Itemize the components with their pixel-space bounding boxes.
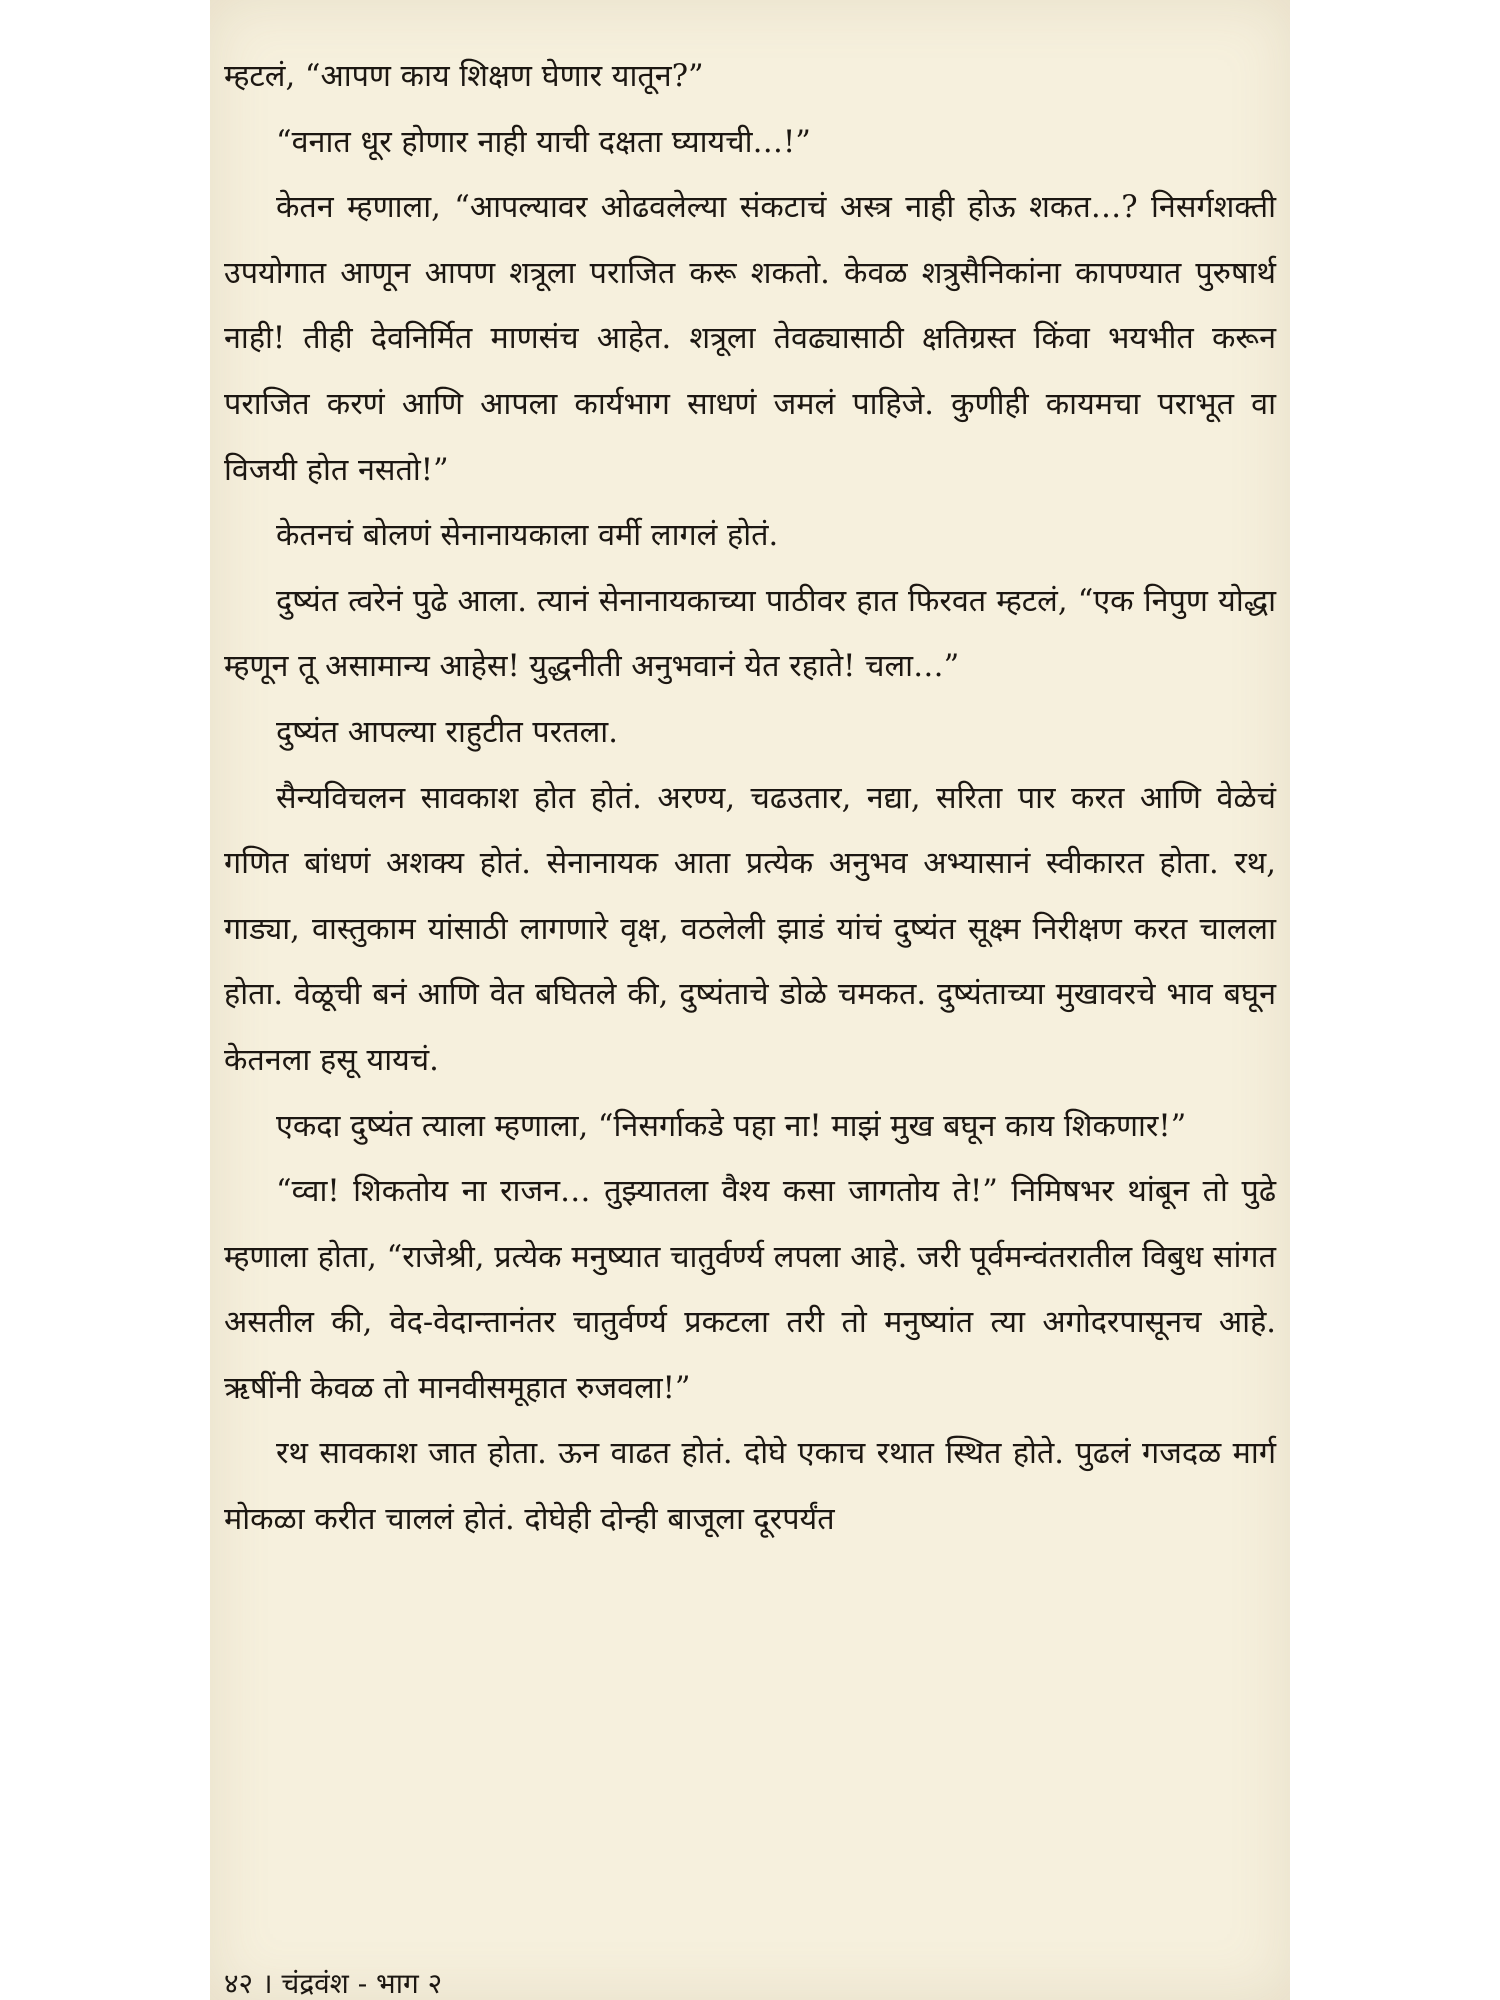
book-page [210,0,1290,2000]
paragraph-9: “व्वा! शिकतोय ना राजन… तुझ्यातला वैश्य कसा जागतोय ते!” निमिषभर थांबून तो पुढे म्हणाला होता, “राजेश्री, प्रत्येक मनुष्यात चातुर्वर्ण्य लपला आहे. जरी पूर्वमन्वंतरातील विबुध सांगत असतील की, वेद-वेदान्तानंतर चातुर्वर्ण्य प्रकटला तरी तो मनुष्यांत त्या अगोदरपासूनच आहे. ऋषींनी केवळ तो मानवीसमूहात रुजवला!” [224,1174,1276,1406]
paragraph-7: सैन्यविचलन सावकाश होत होतं. अरण्य, चढउतार, नद्या, सरिता पार करत आणि वेळेचं गणित बांधणं अशक्य होतं. सेनानायक आता प्रत्येक अनुभव अभ्यासानं स्वीकारत होता. रथ, गाड्या, वास्तुकाम यांसाठी लागणारे वृक्ष, वठलेली झाडं यांचं दुष्यंत सूक्ष्म निरीक्षण करत चालला होता. वेळूची बनं आणि वेत बघितले की, दुष्यंताचे डोळे चमकत. दुष्यंताच्या मुखावरचे भाव बघून केतनला हसू यायचं. [224,780,1276,1078]
paragraph-3: केतन म्हणाला, “आपल्यावर ओढवलेल्या संकटाचं अस्त्र नाही होऊ शकत…? निसर्गशक्ती उपयोगात आणून आपण शत्रूला पराजित करू शकतो. केवळ शत्रुसैनिकांना कापण्यात पुरुषार्थ नाही! तीही देवनिर्मित माणसंच आहेत. शत्रूला तेवढ्यासाठी क्षतिग्रस्त किंवा भयभीत करून पराजित करणं आणि आपला कार्यभाग साधणं जमलं पाहिजे. कुणीही कायमचा पराभूत वा विजयी होत नसतो!” [224,190,1276,488]
page-body-text [224,44,1276,1553]
paragraph-10: रथ सावकाश जात होता. ऊन वाढत होतं. दोघे एकाच रथात स्थित होते. पुढलं गजदळ मार्ग मोकळा करीत चाललं होतं. दोघेही दोन्ही बाजूला दूरपर्यंत [224,1436,1276,1538]
page-footer: ४२ । चंद्रवंश - भाग २ [224,1967,443,2000]
paragraph-4: केतनचं बोलणं सेनानायकाला वर्मी लागलं होतं. [276,518,779,554]
paragraph-1: म्हटलं, “आपण काय शिक्षण घेणार यातून?” [224,59,704,94]
paragraph-2: “वनात धूर होणार नाही याची दक्षता घ्यायची…!” [276,124,811,160]
paragraph-8: एकदा दुष्यंत त्याला म्हणाला, “निसर्गाकडे पहा ना! माझं मुख बघून काय शिकणार!” [276,1108,1187,1144]
paragraph-5: दुष्यंत त्वरेनं पुढे आला. त्यानं सेनानायकाच्या पाठीवर हात फिरवत म्हटलं, “एक निपुण योद्धा म्हणून तू असामान्य आहेस! युद्धनीती अनुभवानं येत रहाते! चला…” [224,583,1276,685]
paragraph-6: दुष्यंत आपल्या राहुटीत परतला. [276,714,618,750]
